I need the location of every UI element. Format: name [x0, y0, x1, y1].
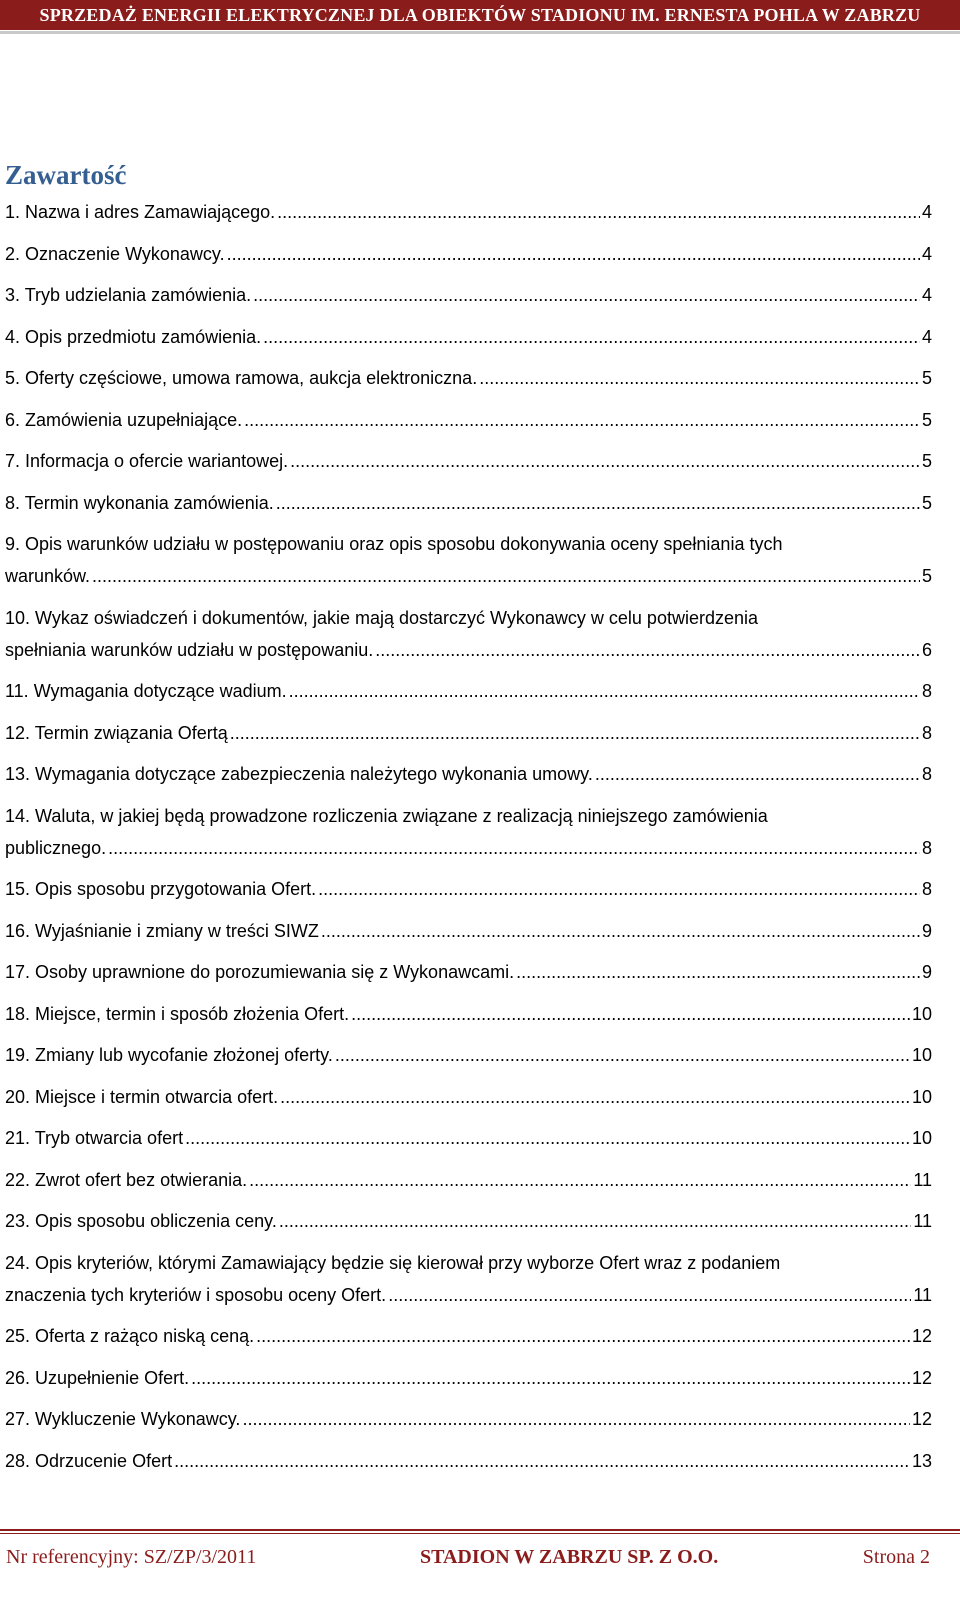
- toc-page-number: 8: [921, 837, 932, 858]
- toc-entry[interactable]: [5, 1164, 954, 1196]
- toc-leader-dots: [595, 758, 920, 790]
- toc-page-number: 12: [911, 1326, 932, 1346]
- toc-leader-dots: [256, 1320, 910, 1352]
- toc-leader-dots: [289, 675, 920, 707]
- toc-leader-dots: [92, 560, 920, 592]
- toc-leader-dots: [388, 1279, 911, 1311]
- toc-page-number: 8: [921, 879, 932, 899]
- toc-leader-dots: [191, 1362, 910, 1394]
- toc-leader-dots: [230, 717, 920, 749]
- toc-entry[interactable]: [5, 1247, 954, 1311]
- toc-leader-dots: [277, 196, 920, 228]
- toc-page-number: 8: [921, 722, 932, 743]
- toc-entry-text: 2. Oznaczenie Wykonawcy.: [5, 243, 225, 264]
- toc-entry[interactable]: [5, 1403, 954, 1435]
- toc-entry-text: 7. Informacja o ofercie wariantowej.: [5, 451, 289, 471]
- toc-leader-dots: [290, 445, 920, 477]
- toc-leader-dots: [321, 915, 920, 947]
- toc-title: Zawartość: [5, 160, 127, 190]
- toc-leader-dots: [318, 873, 920, 905]
- toc-entry[interactable]: [5, 998, 954, 1030]
- toc-entry[interactable]: [5, 873, 954, 905]
- toc-entry[interactable]: [5, 1320, 954, 1352]
- toc-page-number: 10: [911, 1128, 932, 1148]
- toc-page-number: 10: [911, 1086, 932, 1107]
- toc-entry[interactable]: [5, 675, 954, 707]
- table-of-contents: [5, 196, 954, 1486]
- toc-entry-text: 4. Opis przedmiotu zamówienia.: [5, 326, 262, 347]
- toc-page-number: 5: [921, 492, 932, 513]
- header-rule: [0, 31, 960, 34]
- toc-page-number: 4: [921, 202, 932, 222]
- toc-entry[interactable]: [5, 758, 954, 790]
- toc-leader-dots: [174, 1445, 910, 1477]
- toc-leader-dots: [242, 1403, 910, 1435]
- toc-entry[interactable]: [5, 915, 954, 947]
- toc-entry-text: 9. Opis warunków udziału w postępowaniu oraz opis sposobu dokonywania oceny spełniania tych: [5, 534, 783, 554]
- toc-entry-text: 3. Tryb udzielania zamówienia.: [5, 285, 252, 305]
- toc-entry[interactable]: [5, 487, 954, 519]
- toc-leader-dots: [244, 404, 920, 436]
- reference-number: Nr referencyjny: SZ/ZP/3/2011: [6, 1546, 257, 1568]
- toc-leader-dots: [253, 279, 920, 311]
- toc-entry-text: 23. Opis sposobu obliczenia ceny.: [5, 1211, 277, 1231]
- toc-entry[interactable]: [5, 1081, 954, 1113]
- toc-entry[interactable]: [5, 1122, 954, 1154]
- toc-entry[interactable]: [5, 196, 954, 228]
- toc-entry-text: 20. Miejsce i termin otwarcia ofert.: [5, 1086, 279, 1107]
- toc-page-number: 5: [921, 409, 932, 430]
- toc-leader-dots: [227, 238, 920, 270]
- toc-entry-text: 16. Wyjaśnianie i zmiany w treści SIWZ: [5, 920, 319, 941]
- toc-entry-text: 28. Odrzucenie Ofert: [5, 1450, 173, 1471]
- toc-leader-dots: [249, 1164, 911, 1196]
- page-header: [0, 0, 960, 30]
- toc-leader-dots: [280, 1081, 910, 1113]
- toc-leader-dots: [516, 956, 920, 988]
- toc-page-number: 4: [921, 243, 932, 264]
- toc-entry-text-continued: publicznego.: [5, 837, 107, 858]
- toc-entry-text: 12. Termin związania Ofertą: [5, 722, 228, 743]
- toc-entry[interactable]: [5, 321, 954, 353]
- toc-entry-text: 14. Waluta, w jakiej będą prowadzone rozliczenia związane z realizacją niniejszego zamówienia: [5, 805, 768, 826]
- toc-entry-text: 25. Oferta z rażąco niską ceną.: [5, 1326, 255, 1346]
- toc-entry[interactable]: [5, 404, 954, 436]
- toc-entry[interactable]: [5, 1362, 954, 1394]
- toc-page-number: 8: [921, 681, 932, 701]
- toc-entry[interactable]: [5, 1205, 954, 1237]
- toc-page-number: 4: [921, 326, 932, 347]
- page-number: Strona 2: [862, 1546, 930, 1568]
- toc-leader-dots: [263, 321, 920, 353]
- footer-rule-thin: [0, 1533, 960, 1534]
- toc-entry-text-continued: spełniania warunków udziału w postępowaniu.: [5, 639, 374, 660]
- toc-entry-text-continued: znaczenia tych kryteriów i sposobu oceny Ofert.: [5, 1284, 387, 1305]
- toc-page-number: 5: [921, 451, 932, 471]
- toc-page-number: 10: [911, 1003, 932, 1024]
- toc-entry-text: 6. Zamówienia uzupełniające.: [5, 409, 243, 430]
- toc-leader-dots: [479, 362, 920, 394]
- toc-page-number: 4: [921, 285, 932, 305]
- toc-entry-text: 13. Wymagania dotyczące zabezpieczenia należytego wykonania umowy.: [5, 764, 593, 784]
- toc-entry[interactable]: [5, 602, 954, 666]
- toc-page-number: 9: [921, 920, 932, 941]
- toc-entry-text: 26. Uzupełnienie Ofert.: [5, 1367, 190, 1388]
- toc-entry[interactable]: [5, 1039, 954, 1071]
- toc-entry[interactable]: [5, 445, 954, 477]
- toc-entry-text: 1. Nazwa i adres Zamawiającego.: [5, 202, 276, 222]
- toc-entry[interactable]: [5, 362, 954, 394]
- toc-entry[interactable]: [5, 956, 954, 988]
- footer-rule: [0, 1529, 960, 1531]
- page-footer: [0, 1540, 960, 1580]
- toc-leader-dots: [375, 634, 920, 666]
- company-name: STADION W ZABRZU SP. Z O.O.: [420, 1546, 719, 1568]
- toc-entry-text: 11. Wymagania dotyczące wadium.: [5, 681, 287, 701]
- toc-entry[interactable]: [5, 717, 954, 749]
- toc-leader-dots: [351, 998, 910, 1030]
- toc-entry[interactable]: [5, 528, 954, 592]
- toc-entry-text: 17. Osoby uprawnione do porozumiewania się z Wykonawcami.: [5, 962, 515, 982]
- toc-entry[interactable]: [5, 800, 954, 864]
- toc-page-number: 11: [913, 1211, 932, 1231]
- toc-page-number: 11: [913, 1169, 932, 1190]
- toc-entry-text: 5. Oferty częściowe, umowa ramowa, aukcja elektroniczna.: [5, 368, 478, 388]
- toc-leader-dots: [335, 1039, 910, 1071]
- toc-entry-text: 18. Miejsce, termin i sposób złożenia Ofert.: [5, 1003, 350, 1024]
- toc-entry[interactable]: [5, 238, 954, 270]
- toc-page-number: 13: [911, 1450, 932, 1471]
- toc-entry-text: 27. Wykluczenie Wykonawcy.: [5, 1409, 241, 1429]
- toc-entry-text: 15. Opis sposobu przygotowania Ofert.: [5, 879, 317, 899]
- toc-leader-dots: [185, 1122, 910, 1154]
- toc-entry[interactable]: [5, 1445, 954, 1477]
- toc-page-number: 5: [921, 368, 932, 388]
- toc-page-number: 11: [913, 1284, 932, 1305]
- toc-entry-text: 10. Wykaz oświadczeń i dokumentów, jakie mają dostarczyć Wykonawcy w celu potwierdzenia: [5, 607, 759, 628]
- toc-entry-text: 22. Zwrot ofert bez otwierania.: [5, 1169, 248, 1190]
- toc-page-number: 12: [911, 1367, 932, 1388]
- toc-page-number: 8: [921, 764, 932, 784]
- toc-leader-dots: [279, 1205, 911, 1237]
- toc-entry[interactable]: [5, 279, 954, 311]
- toc-entry-text: 21. Tryb otwarcia ofert: [5, 1128, 184, 1148]
- toc-page-number: 6: [921, 639, 932, 660]
- toc-page-number: 5: [921, 566, 932, 586]
- toc-entry-text-continued: warunków.: [5, 566, 91, 586]
- toc-page-number: 10: [911, 1045, 932, 1065]
- toc-page-number: 12: [911, 1409, 932, 1429]
- toc-leader-dots: [276, 487, 920, 519]
- toc-leader-dots: [108, 832, 920, 864]
- toc-entry-text: 24. Opis kryteriów, którymi Zamawiający będzie się kierował przy wyborze Ofert wraz z podaniem: [5, 1252, 781, 1273]
- toc-entry-text: 8. Termin wykonania zamówienia.: [5, 492, 274, 513]
- toc-page-number: 9: [921, 962, 932, 982]
- toc-entry-text: 19. Zmiany lub wycofanie złożonej oferty.: [5, 1045, 333, 1065]
- header-title: SPRZEDAŻ ENERGII ELEKTRYCZNEJ DLA OBIEKTÓW STADIONU IM. ERNESTA POHLA W ZABRZU: [39, 5, 921, 25]
